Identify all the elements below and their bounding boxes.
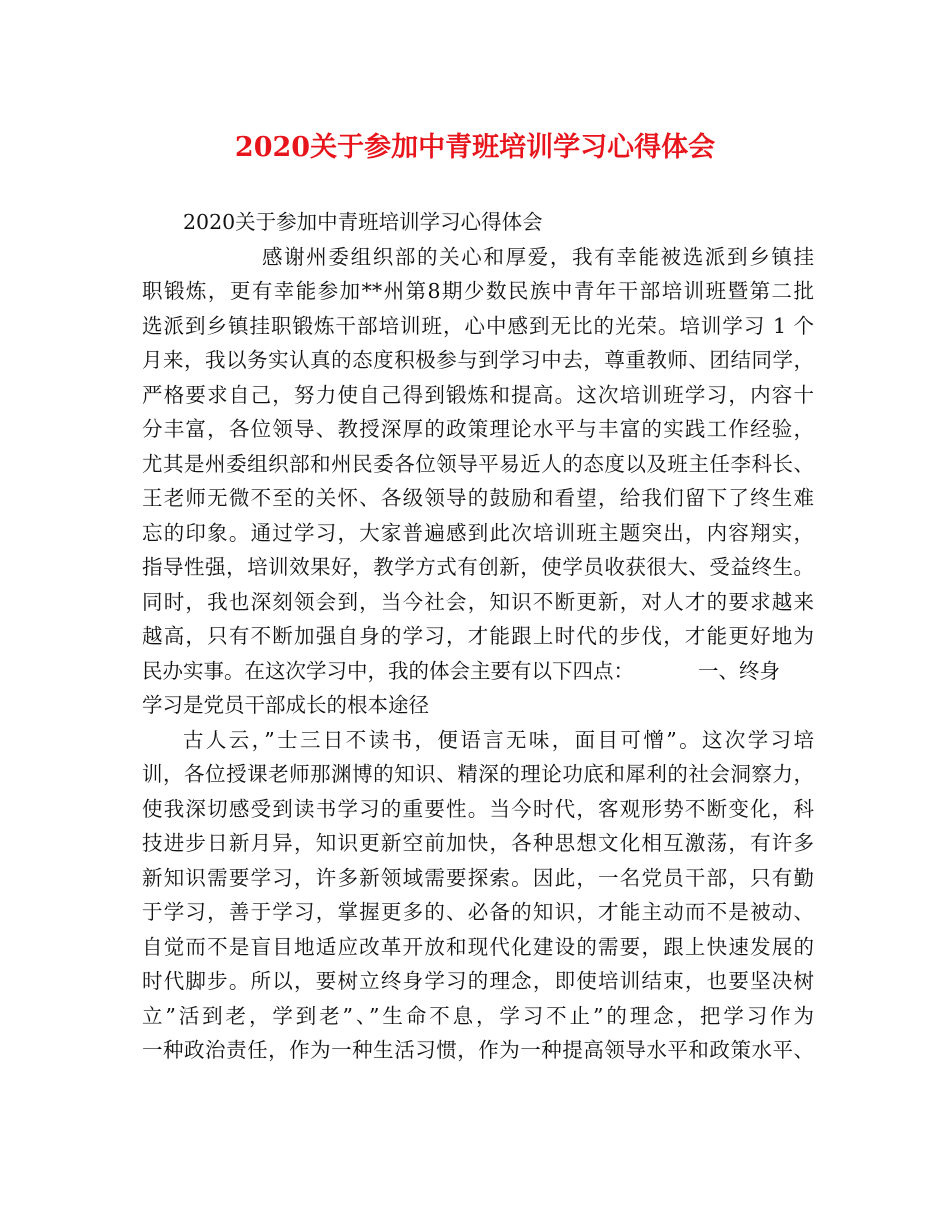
body-heading-line: 2020关于参加中青班培训学习心得体会 [183,210,543,234]
paragraph-line: 自觉而不是盲目地适应改革开放和现代化建设的需要，跟上快速发展的 [142,934,814,959]
paragraph-line: 立”活到老，学到老”、”生命不息，学习不止”的理念，把学习作为 [142,1003,814,1028]
paragraph-line: 新知识需要学习，许多新领域需要探索。因此，一名党员干部，只有勤 [142,865,814,890]
paragraph-line: 越高，只有不断加强自身的学习，才能跟上时代的步伐，才能更好地为 [142,624,814,648]
paragraph-line: 技进步日新月异，知识更新空前加快，各种思想文化相互激荡，有许多 [142,831,814,855]
paragraph-line: 指导性强，培训效果好，教学方式有创新，使学员收获很大、受益终生。 [142,555,814,579]
paragraph-line: 尤其是州委组织部和州民委各位领导平易近人的态度以及班主任李科长、 [142,451,814,476]
section-heading-start: 一、终身 [698,658,780,683]
paragraph-fragment: 民办实事。在这次学习中，我的体会主要有以下四点： [142,658,634,683]
document-title: 2020关于参加中青班培训学习心得体会 [234,132,716,163]
paragraph-line: 训，各位授课老师那渊博的知识、精深的理论功底和犀利的社会洞察力， [142,762,814,786]
paragraph-line: 选派到乡镇挂职锻炼干部培训班，心中感到无比的光荣。培训学习 1 个 [142,313,814,338]
paragraph-line: 时代脚步。所以，要树立终身学习的理念，即使培训结束，也要坚决树 [142,969,814,993]
section-heading-line: 学习是党员干部成长的根本途径 [142,693,429,717]
paragraph-line: 职锻炼，更有幸能参加**州第8期少数民族中青年干部培训班暨第二批 [142,279,814,303]
paragraph-line: 王老师无微不至的关怀、各级领导的鼓励和看望，给我们留下了终生难 [142,486,814,510]
paragraph-line-with-section-start [142,654,814,689]
paragraph-line: 严格要求自己，努力使自己得到锻炼和提高。这次培训班学习，内容十 [142,382,814,407]
paragraph-line: 古人云，”士三日不读书，便语言无味，面目可憎”。这次学习培 [183,727,814,752]
paragraph-line: 月来，我以务实认真的态度积极参与到学习中去，尊重教师、团结同学， [142,348,814,372]
paragraph-line: 分丰富，各位领导、教授深厚的政策理论水平与丰富的实践工作经验， [142,417,814,441]
paragraph-line: 感谢州委组织部的关心和厚爱，我有幸能被选派到乡镇挂 [262,244,814,269]
paragraph-line: 一种政治责任，作为一种生活习惯，作为一种提高领导水平和政策水平、 [142,1038,814,1062]
paragraph-line: 于学习，善于学习，掌握更多的、必备的知识，才能主动而不是被动、 [142,900,814,924]
paragraph-line: 使我深切感受到读书学习的重要性。当今时代，客观形势不断变化，科 [142,796,814,821]
paragraph-line: 同时，我也深刻领会到，当今社会，知识不断更新，对人才的要求越来 [142,589,814,614]
document-body [142,205,814,1068]
paragraph-line: 忘的印象。通过学习，大家普遍感到此次培训班主题突出，内容翔实， [142,520,814,545]
